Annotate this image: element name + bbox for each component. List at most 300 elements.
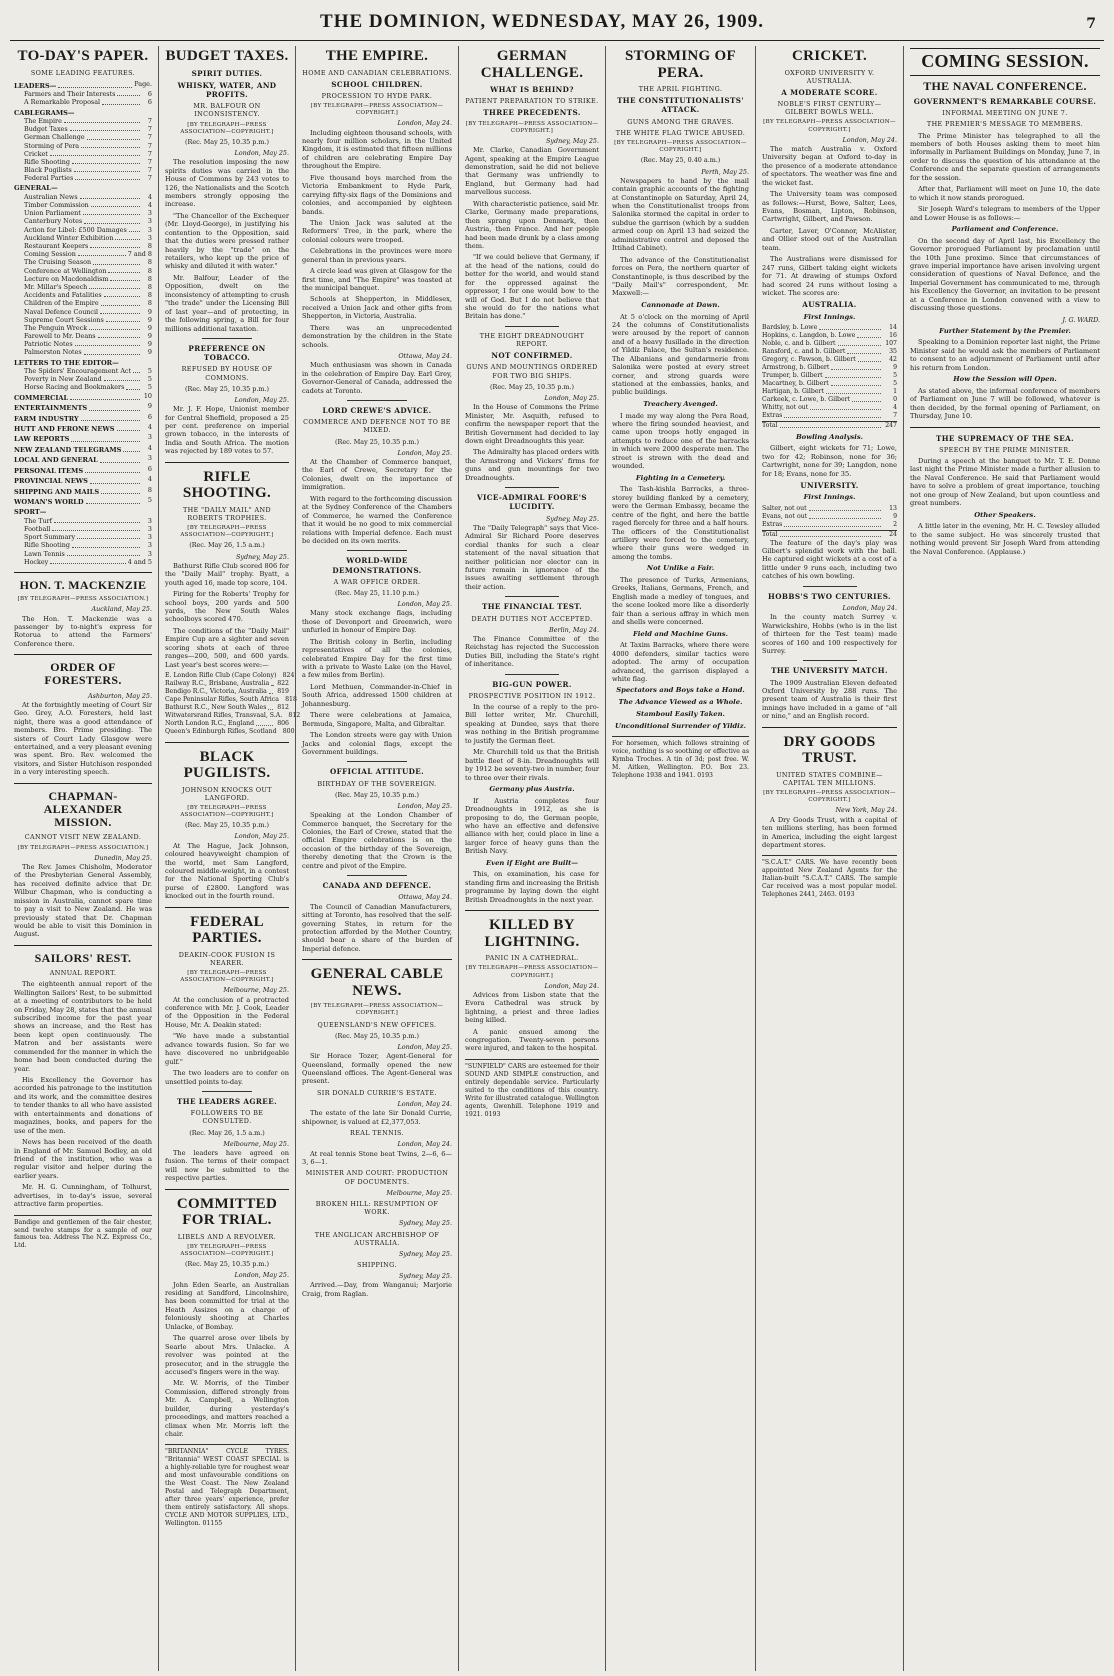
- batsman-entry-label: Carkeek, c. Lowe, b. Gilbert: [762, 395, 851, 403]
- scorecard-australia: [762, 324, 897, 419]
- toc-entry-label: Palmerston Notes: [24, 348, 82, 357]
- leader-dots: [810, 404, 881, 410]
- score-entry-value: 812: [277, 703, 289, 711]
- toc-entry: [14, 90, 152, 98]
- leader-dots: [104, 291, 140, 297]
- toc-entry-value: 4: [147, 201, 152, 210]
- divider: [465, 910, 599, 911]
- score-entry: [165, 704, 289, 712]
- subheading: BIG-GUN POWER.: [492, 679, 572, 689]
- batsman-entry-label: Evans, not out: [762, 512, 808, 520]
- article-paragraph: Mr. J. F. Hope, Unionist member for Central Sheffield, proposed a 25 per cent. preference on imperial grown tobacco, in the interests of India and South Africa. The motion was rejected by 189 votes to 57.: [165, 405, 289, 456]
- toc-entry-value: 3: [147, 533, 152, 542]
- batsman-entry: [762, 324, 897, 332]
- toc-entry: [14, 533, 152, 541]
- mackenzie-heading: HON. T. MACKENZIE: [19, 578, 147, 592]
- score-entry-label: E. London Rifle Club (Cape Colony): [165, 672, 277, 680]
- leader-dots: [809, 505, 881, 511]
- score-entry-value: 800: [282, 727, 295, 735]
- batsman-entry: [762, 505, 897, 513]
- score-entry: [165, 711, 301, 720]
- subheading: NOBLE'S FIRST CENTURY—GILBERT BOWLS WELL.: [777, 100, 882, 117]
- score-entry-label: Bendigo R.C., Victoria, Australia: [165, 687, 267, 695]
- subheading: COMMERCE AND DEFENCE NOT TO BE MIXED.: [303, 418, 451, 435]
- received-time: (Rec. May 26, 1.5 a.m.): [189, 541, 265, 550]
- subheading: LIBELS AND A REVOLVER.: [177, 1232, 277, 1241]
- toc-entry-value: 9: [147, 323, 152, 332]
- score-entry-value: 812: [288, 711, 301, 719]
- toc-entry-value: 7: [147, 149, 152, 158]
- subheading: UNITED STATES COMBINE—CAPITAL TEN MILLIONS.: [776, 770, 883, 787]
- leader-dots: [48, 506, 140, 514]
- leader-dots: [74, 166, 140, 172]
- batsman-entry-value: 4: [893, 403, 897, 411]
- article-paragraph: Carter, Laver, O'Connor, McAlister, and Ollier stood out of the Australian team.: [762, 226, 897, 252]
- subheading: The Advance Viewed as a Whole.: [618, 698, 743, 707]
- leader-dots: [84, 348, 140, 354]
- toc-entry-value: 8: [147, 242, 152, 250]
- article-paragraph: The feature of the day's play was Gilbert's splendid work with the ball. He captured eight wickets at a cost of a little under 9 runs each, including two catches of his own bowling.: [762, 538, 897, 581]
- toc-entry-label: Farewell to Mr. Deans: [24, 332, 96, 341]
- divider: [302, 959, 452, 960]
- budget-taxes-heading: BUDGET TAXES.: [165, 48, 289, 64]
- toc-entry-value: 10: [143, 391, 152, 400]
- press-credit: [BY TELEGRAPH—PRESS ASSOCIATION—COPYRIGHT.]: [763, 119, 896, 133]
- toc-entry: [14, 182, 152, 192]
- toc-entry: [14, 367, 152, 375]
- toc-entry: [14, 423, 152, 433]
- subheading: PATIENT PREPARATION TO STRIKE.: [465, 97, 599, 106]
- toc-entry-label: Coming Session: [24, 250, 76, 259]
- press-credit: [BY TELEGRAPH—PRESS ASSOCIATION—COPYRIGHT.]: [180, 1243, 274, 1258]
- toc-entry: [14, 193, 152, 201]
- subheading: Cannonade at Dawn.: [641, 300, 720, 309]
- column-storming-of-pera: [605, 46, 755, 1671]
- signature: J. G. WARD.: [1062, 315, 1100, 324]
- team-heading: AUSTRALIA.: [802, 300, 857, 310]
- subheading: WHAT IS BEHIND?: [490, 85, 574, 94]
- batsman-entry-value: 42: [889, 356, 897, 364]
- toc-entry-label: COMMERCIAL: [14, 393, 69, 402]
- toc-entry-value: 7: [147, 141, 152, 150]
- dateline: Ottawa, May 24.: [398, 352, 452, 361]
- toc-entry-value: 3: [147, 433, 152, 442]
- received-time: (Rec. May 25, 10.35 p.m.): [490, 382, 574, 391]
- leader-dots: [268, 704, 273, 710]
- dateline: London, May 24.: [842, 604, 897, 612]
- toc-entry-label: GENERAL—: [14, 184, 58, 193]
- received-time: (Rec. May 25, 10.35 p.m.): [185, 384, 269, 393]
- batsman-entry-value: 107: [885, 340, 897, 348]
- leader-dots: [121, 357, 140, 365]
- toc-entry-value: 3: [147, 225, 152, 234]
- toc-entry-value: 9: [147, 315, 152, 324]
- divider: [505, 326, 559, 327]
- article-paragraph: The "Daily Telegraph" says that Vice-Admiral Sir Richard Poore deserves cordial thanks for such a clear statement of the naval situation that neither politician nor elector can in future remain in ignorance of the issues awaiting settlement through their action.: [465, 523, 599, 591]
- toc-entry-label: Action for Libel: £500 Damages: [24, 225, 127, 234]
- article-paragraph: Mr. Balfour, Leader of the Opposition, dwelt on the inconsistency of attempting to crush "the trade" under the Licensing Bill of last year—and of protecting, in the following spring, a Bill for four millions additional taxation.: [165, 273, 289, 333]
- newspaper-title: THE DOMINION, WEDNESDAY, MAY 26, 1909.: [320, 10, 764, 32]
- leader-dots: [256, 720, 273, 726]
- leader-dots: [117, 423, 140, 431]
- divider: [347, 550, 407, 551]
- toc-entry-value: 4: [147, 422, 152, 431]
- article-paragraph: "If we could believe that Germany, if at the head of the nations, could do better for the world, and would stand for the oppressed against the oppressor, I for one would bow to the will of God. But I do not believe that she would do for the nations what Britain has done.": [465, 253, 599, 321]
- toc-page-label: Page.: [134, 79, 152, 88]
- batsman-entry-value: 2: [893, 520, 897, 528]
- toc-entry-value: 8: [147, 274, 152, 283]
- toc-entry-label: Rifle Shooting: [24, 541, 70, 550]
- leader-dots: [123, 444, 140, 452]
- leader-dots: [809, 513, 881, 519]
- federal-parties-heading: FEDERAL PARTIES.: [190, 913, 264, 947]
- dry-goods-trust-heading: DRY GOODS TRUST.: [783, 733, 876, 767]
- leader-dots: [72, 158, 140, 164]
- subheading: REAL TENNIS.: [350, 1129, 404, 1138]
- toc-entry-value: 8: [147, 291, 152, 300]
- todays-paper-subheading: SOME LEADING FEATURES.: [30, 68, 136, 77]
- toc-entry-value: 3: [147, 454, 152, 463]
- leader-dots: [126, 383, 140, 389]
- article-paragraph: At the fortnightly meeting of Court Sir Geo. Grey, A.O. Foresters, held last night, there was a good attendance of members. Bro. Prime presiding. The sisters of Court Lady Glasgow were entertained, and a very pleasant evening was spent. Bro. Rev. welcomed the visitors, and Sister Hutchison responded in a very interesting speech.: [14, 700, 152, 777]
- toc-entry: [14, 332, 152, 340]
- press-credit: [BY TELEGRAPH—PRESS ASSOCIATION—COPYRIGHT.]: [465, 965, 599, 979]
- leader-dots: [50, 558, 126, 564]
- divider: [14, 654, 152, 655]
- toc-entry: [14, 402, 152, 412]
- divider: [14, 783, 152, 784]
- leader-dots: [81, 413, 140, 421]
- divider: [347, 875, 407, 876]
- toc-entry-value: 6: [147, 98, 152, 107]
- dateline: New York, May 24.: [835, 806, 897, 815]
- foresters-heading: ORDER OF FORESTERS.: [44, 660, 122, 688]
- toc-entry-label: Mr. Millar's Speech: [24, 282, 88, 291]
- batsman-entry-label: Extras: [762, 520, 783, 528]
- toc-entry-value: 7: [147, 166, 152, 175]
- article-paragraph: There were celebrations at Jamaica, Bermuda, Singapore, Malta, and Gibraltar.: [302, 711, 452, 728]
- article-paragraph: Sir Horace Tozer, Agent-General for Queensland, formally opened the new Queensland offices. The Agent-General was present.: [302, 1052, 452, 1086]
- batsman-entry-label: Salter, not out: [762, 504, 807, 512]
- mission-subheading: CANNOT VISIT NEW ZEALAND.: [24, 833, 142, 842]
- leader-dots: [90, 242, 140, 248]
- dateline: Sydney, May 25.: [546, 136, 599, 145]
- toc-entry-label: Black Pugilists: [24, 166, 72, 175]
- subheading: Spectators and Boys take a Hand.: [616, 686, 745, 695]
- article-paragraph: With regard to the forthcoming discussion at the Sydney Conference of the Chambers of Commerce, he warned the Conference that it would be no good to mix commercial relations with Imperial defence. Each must be decided on its own merits.: [302, 494, 452, 545]
- dateline: Perth, May 25.: [701, 167, 749, 176]
- article-paragraph: Speaking to a Dominion reporter last night, the Prime Minister said he would ask the members of Parliament to consent to an adjournment of Parliament until after his return from London.: [910, 338, 1100, 372]
- toc-entry-value: 8: [147, 299, 152, 308]
- score-entry-value: 819: [277, 687, 289, 695]
- toc-entry: [14, 550, 152, 558]
- toc-entry: [14, 250, 152, 258]
- score-entry-label: Railway R.C., Brisbane, Australia: [165, 680, 270, 688]
- received-time: (Rec. May 26, 1.5 a.m.): [189, 1128, 265, 1137]
- subheading: GOVERNMENT'S REMARKABLE COURSE.: [913, 96, 1097, 106]
- leader-dots: [852, 396, 881, 402]
- leader-dots: [98, 332, 140, 338]
- article-paragraph: Celebrations in the provinces were more general than in previous years.: [302, 247, 452, 264]
- leader-dots: [269, 688, 273, 694]
- toc-entry-label: Budget Taxes: [24, 125, 68, 134]
- german-challenge-heading: GERMAN CHALLENGE.: [480, 48, 584, 81]
- toc-entry: [14, 392, 152, 402]
- toc-entry: [14, 496, 152, 506]
- received-time: (Rec. May 25, 11.10 p.m.): [335, 589, 419, 597]
- subheading: BROKEN HILL: RESUMPTION OF WORK.: [315, 1199, 439, 1217]
- subheading: Field and Machine Guns.: [632, 629, 728, 638]
- leader-dots: [831, 380, 881, 386]
- toc-entry: [14, 444, 152, 454]
- toc-entry-value: 5: [147, 383, 152, 392]
- score-entry-value: 822: [277, 680, 289, 688]
- article-paragraph: A Dry Goods Trust, with a capital of ten millions sterling, has been formed in America, including the eight largest department stores.: [762, 815, 897, 849]
- article-paragraph: Mr. Clarke, Canadian Government Agent, speaking at the Empire League demonstration, said he did not believe that Germany was unfriendly to England, but Germany had had marvellous success.: [465, 146, 599, 197]
- batsman-entry: [762, 348, 897, 356]
- column-budget-taxes: [158, 46, 301, 1671]
- toc-entry: [14, 299, 152, 307]
- toc-entry-label: Canterbury Notes: [24, 217, 83, 226]
- toc-entry-value: 9: [147, 307, 152, 316]
- subheading: HOME AND CANADIAN CELEBRATIONS.: [302, 68, 452, 77]
- article-paragraph: The Hon. T. Mackenzie was a passenger by to-night's express for Rotorua to attend the Farmers' Conference there.: [14, 614, 152, 648]
- article-paragraph: As stated above, the informal conference of members of Parliament on June 7 will be followed, whatever is then decided, by the formal opening of Parliament, on Thursday, June 10.: [910, 386, 1100, 421]
- toc-entry: [14, 174, 152, 182]
- article-paragraph: The Australians were dismissed for 247 runs, Gilbert taking eight wickets for 71. At drawing of stumps Oxford had scored 24 runs without losing a wicket. The scores are:: [762, 255, 897, 297]
- toc-entry-label: Union Parliament: [24, 209, 81, 218]
- toc-leaders-label: LEADERS—: [14, 81, 57, 90]
- toc-entry-label: Cricket: [24, 149, 48, 158]
- article-paragraph: At the Chamber of Commerce banquet, the Earl of Crewe, Secretary for the Colonies, dwelt on the importance of immigration.: [302, 458, 452, 492]
- batsman-entry: [762, 332, 897, 340]
- subheading: SHIPPING.: [357, 1261, 397, 1270]
- toc-entry: [14, 133, 152, 141]
- batsman-entry: [762, 396, 897, 404]
- toc-entry-value: 9: [147, 340, 152, 349]
- toc-entry-value: [142, 357, 152, 367]
- toc-entry: [14, 541, 152, 549]
- rifle-score-list: [165, 672, 301, 736]
- score-entry-value: 824: [282, 672, 295, 680]
- leader-dots: [76, 107, 140, 115]
- toc-entry: [14, 283, 152, 291]
- dateline: London, May 24.: [397, 1140, 452, 1149]
- toc-entry: [14, 234, 152, 242]
- press-credit: [BY TELEGRAPH—PRESS ASSOCIATION—COPYRIGHT.]: [614, 140, 747, 154]
- subheading: THE UNIVERSITY MATCH.: [771, 666, 888, 676]
- batsman-entry-label: Armstrong, b. Gilbert: [762, 364, 830, 371]
- toc-entry: [14, 291, 152, 299]
- toc-entry-value: 4 and 5: [127, 557, 152, 566]
- batsman-entry: [762, 356, 897, 364]
- leader-dots: [838, 340, 881, 346]
- received-time: (Rec. May 25, 10.35 p.m.): [335, 1031, 419, 1040]
- batsman-entry-label: Macartney, b. Gilbert: [762, 379, 829, 387]
- subheading: QUEENSLAND'S NEW OFFICES.: [317, 1020, 437, 1029]
- toc-entry: [14, 117, 152, 125]
- subheading: HOBBS'S TWO CENTURIES.: [768, 591, 891, 601]
- cricket-heading: CRICKET.: [791, 48, 868, 64]
- storming-of-pera-heading: STORMING OF PERA.: [625, 48, 736, 81]
- article-paragraph: Mr. Churchill told us that the British battle fleet of 8-in. Dreadnoughts will by 1912 be seventy-two in number, four to three over their rivals.: [465, 748, 599, 782]
- column-the-empire: [295, 46, 458, 1671]
- toc-entry-value: 8: [147, 282, 152, 291]
- batsman-entry-value: 1: [893, 387, 897, 395]
- subheading: Other Speakers.: [974, 510, 1036, 519]
- general-cable-news-heading: GENERAL CABLE NEWS.: [310, 966, 444, 999]
- score-dots: [780, 422, 881, 428]
- toc-entry-value: 5: [147, 496, 152, 504]
- subheading: GUNS AND MOUNTINGS ORDERED FOR TWO BIG SHIPS.: [466, 363, 598, 380]
- total-label: Total: [762, 421, 778, 429]
- leader-dots: [52, 525, 140, 531]
- press-credit: [BY TELEGRAPH—PRESS ASSOCIATION—COPYRIGHT.]: [310, 1003, 444, 1017]
- leader-dots: [50, 150, 140, 156]
- subheading: MR. BALFOUR ON INCONSISTENCY.: [193, 102, 261, 119]
- dateline: London, May 25.: [397, 448, 452, 457]
- leader-dots: [108, 267, 140, 273]
- toc-entry: [14, 158, 152, 166]
- score-entry: [165, 680, 289, 688]
- divider: [202, 1091, 252, 1092]
- score-entry-label: North London R.C., England: [165, 719, 255, 727]
- toc-entry-value: 4: [147, 475, 152, 484]
- subheading: THE APRIL FIGHTING.: [638, 85, 723, 93]
- subheading: THE "DAILY MAIL" AND ROBERTS TROPHIES.: [182, 505, 272, 522]
- score-entry: [165, 720, 289, 728]
- article-paragraph: Five thousand boys marched from the Victoria Embankment to Hyde Park, carrying fifty-six flags of the Dominions and colonies, and accompanied by eighteen bands.: [302, 173, 452, 216]
- dateline: Sydney, May 25.: [399, 1219, 452, 1228]
- toc-entry-label: ENTERTAINMENTS: [14, 404, 88, 413]
- article-paragraph: After that, Parliament will meet on June 10, the date to which it now stands prorogued.: [910, 185, 1100, 202]
- toc-entry-value: 9: [147, 332, 152, 341]
- toc-entry-label: Restaurant Keepers: [24, 242, 89, 250]
- leader-dots: [89, 324, 140, 330]
- toc-entry: [14, 267, 152, 275]
- press-credit: [BY TELEGRAPH—PRESS ASSOCIATION—COPYRIGHT.]: [180, 121, 274, 135]
- toc-entry-label: PERSONAL ITEMS: [14, 466, 84, 475]
- subheading: WORLD-WIDE DEMONSTRATIONS.: [332, 556, 422, 575]
- toc-entry: [14, 107, 152, 117]
- subheading: PROCESSION TO HYDE PARK.: [321, 91, 433, 100]
- toc-entry-label: Storming of Pera: [24, 141, 80, 150]
- leader-dots: [75, 174, 140, 180]
- coming-session-heading: COMING SESSION.: [910, 48, 1100, 76]
- dateline: Sydney, May 25.: [399, 1249, 452, 1258]
- score-entry: [165, 727, 295, 736]
- subheading: Bowling Analysis.: [795, 432, 864, 441]
- subheading: LORD CREWE'S ADVICE.: [322, 406, 432, 416]
- article-paragraph: The quarrel arose over libels by Searle about Mrs. Unlacke. A revolver was pointed at the prosecutor, and in the struggle the accused's fingers were in the way.: [165, 1334, 289, 1376]
- batsman-entry: [762, 404, 897, 412]
- article-paragraph: A little later in the evening, Mr. H. C. Tewsley alluded to the same subject. He was sincerely trusted that nothing would prevent Sir Joseph Ward from attending the Naval Conference. (Applause.): [910, 522, 1100, 556]
- toc-entry-label: PROVINCIAL NEWS: [14, 477, 88, 486]
- toc-entry: [14, 486, 152, 496]
- column-cricket: [755, 46, 903, 1671]
- toc-entry-label: Sport Summary: [24, 533, 76, 542]
- batsman-entry: [762, 513, 897, 521]
- score-dots: [780, 531, 881, 537]
- subheading: DEAKIN-COOK FUSION IS NEARER.: [178, 950, 276, 967]
- received-time: (Rec. May 25, 0.40 a.m.): [640, 156, 721, 165]
- toc-entry: [14, 226, 152, 234]
- toc-entry-value: 7: [147, 125, 152, 134]
- article-paragraph: The resolution imposing the new spirits duties was carried in the House of Commons by 243 votes to 126, the Nationalists and the Scotch members strongly opposing the increase.: [165, 158, 289, 209]
- toc-entry: [14, 166, 152, 174]
- divider: [910, 427, 1100, 428]
- article-paragraph: In the House of Commons the Prime Minister, Mr. Asquith, refused to confirm the newspaper report that the British Government had decided to lay down eight Dreadnoughts this year.: [465, 403, 599, 445]
- subheading: THREE PRECEDENTS.: [483, 108, 581, 118]
- article-paragraph: I made my way along the Pera Road, where the firing sounded heaviest, and came upon troops hotly engaged in attempts to reduce one of the barracks in which were 2000 desperate men. The street is strewn with the dead and wounded.: [612, 411, 749, 471]
- subheading: GUNS AMONG THE GRAVES.: [627, 117, 734, 126]
- toc-entry: [14, 324, 152, 332]
- toc-entry: [14, 357, 152, 367]
- divider: [505, 596, 559, 597]
- article-paragraph: His Excellency the Governor has accorded his patronage to the institution and its work, and the committee desires to tender thanks to all who have assisted with entertainments and donations of magazines, books, and papers for the use of the men.: [14, 1076, 152, 1135]
- article-paragraph: The presence of Turks, Armenians, Greeks, Italians, Germans, French, and English made a medley of tongues, and the scene looked more like a disorderly fair than a serious affray in which men and shells were concerned.: [612, 575, 749, 627]
- batsman-entry: [762, 388, 897, 396]
- batsman-entry-label: Hartigan, b. Gilbert: [762, 387, 824, 395]
- toc-entry-label: Timber Commission: [24, 201, 89, 210]
- batsman-entry: [762, 521, 897, 529]
- subheading: CANADA AND DEFENCE.: [322, 881, 432, 891]
- toc-entry-value: 4: [147, 192, 152, 201]
- subheading: Not Unlike a Fair.: [646, 564, 715, 573]
- batsman-entry-value: 35: [889, 348, 897, 356]
- subheading: Fighting in a Cemetery.: [635, 473, 726, 482]
- article-paragraph: Newspapers to hand by the mail contain graphic accounts of the fighting at Constantinople on Saturday, April 24, when the Constitutionalist troops from Salonika stormed the capital in order to subdue the garrison (which by a sudden armed coup on April 13 had seized the administrative control and deposed the Ittihad Cabinet).: [612, 176, 749, 253]
- subheading: VICE-ADMIRAL FOORE'S LUCIDITY.: [477, 493, 587, 512]
- toc-entry-label: SPORT—: [14, 508, 47, 517]
- leader-dots: [64, 117, 140, 123]
- toc-entry-value: 5: [147, 367, 152, 376]
- rifle-shooting-heading: RIFLE SHOOTING.: [182, 468, 272, 502]
- leader-dots: [110, 275, 140, 281]
- leader-dots: [100, 308, 140, 314]
- leader-dots: [117, 90, 140, 96]
- batsman-entry-label: Trumper, b. Gilbert: [762, 371, 823, 379]
- toc-entry-label: Patriotic Notes: [24, 340, 73, 349]
- leader-dots: [91, 201, 140, 207]
- toc-entry: [14, 375, 152, 383]
- leader-dots: [71, 433, 140, 441]
- batsman-entry-label: Whitty, not out: [762, 403, 809, 411]
- toc-entry: [14, 433, 152, 443]
- batsman-entry-label: Noble, c. and b. Gilbert: [762, 340, 836, 348]
- toc-entry-value: 7: [147, 116, 152, 125]
- toc-entry-label: The Empire: [24, 116, 62, 125]
- batsman-entry-value: 0: [893, 395, 897, 403]
- divider: [347, 400, 407, 401]
- article-paragraph: At The Hague, Jack Johnson, coloured heavyweight champion of the world, met Sam Langford, coloured middle-weight, in a contest for the National Sporting Club's purse of £2800. Langford was knocked out in the fourth round.: [165, 841, 289, 901]
- divider: [165, 462, 289, 463]
- subheading: Unconditional Surrender of Yildiz.: [615, 721, 746, 730]
- toc-entry: [14, 413, 152, 423]
- dateline: London, May 25.: [234, 149, 289, 158]
- article-paragraph: There was an unprecedented demonstration by the children in the State schools.: [302, 323, 452, 349]
- article-paragraph: The British colony in Berlin, including representatives of all the colonies, celebrated Empire Day for the first time with a private to Waste Lake (on the Havel, a few miles from Berlin).: [302, 637, 452, 680]
- leader-dots: [102, 98, 140, 104]
- dateline: London, May 25.: [544, 394, 599, 403]
- article-paragraph: "We have made a substantial advance towards fusion. So far we have discovered no unbridgeable gulf.": [165, 1032, 289, 1066]
- dateline: Berlin, May 24.: [549, 625, 599, 634]
- toc-entry-label: Auckland Winter Exhibition: [24, 233, 114, 242]
- article-paragraph: Advices from Lisbon state that the Evora Cathedral was struck by lightning, a priest and three ladies being killed.: [465, 990, 599, 1025]
- leader-dots: [115, 234, 140, 240]
- toc-entry: [14, 142, 152, 150]
- batsman-entry-value: 5: [893, 371, 897, 379]
